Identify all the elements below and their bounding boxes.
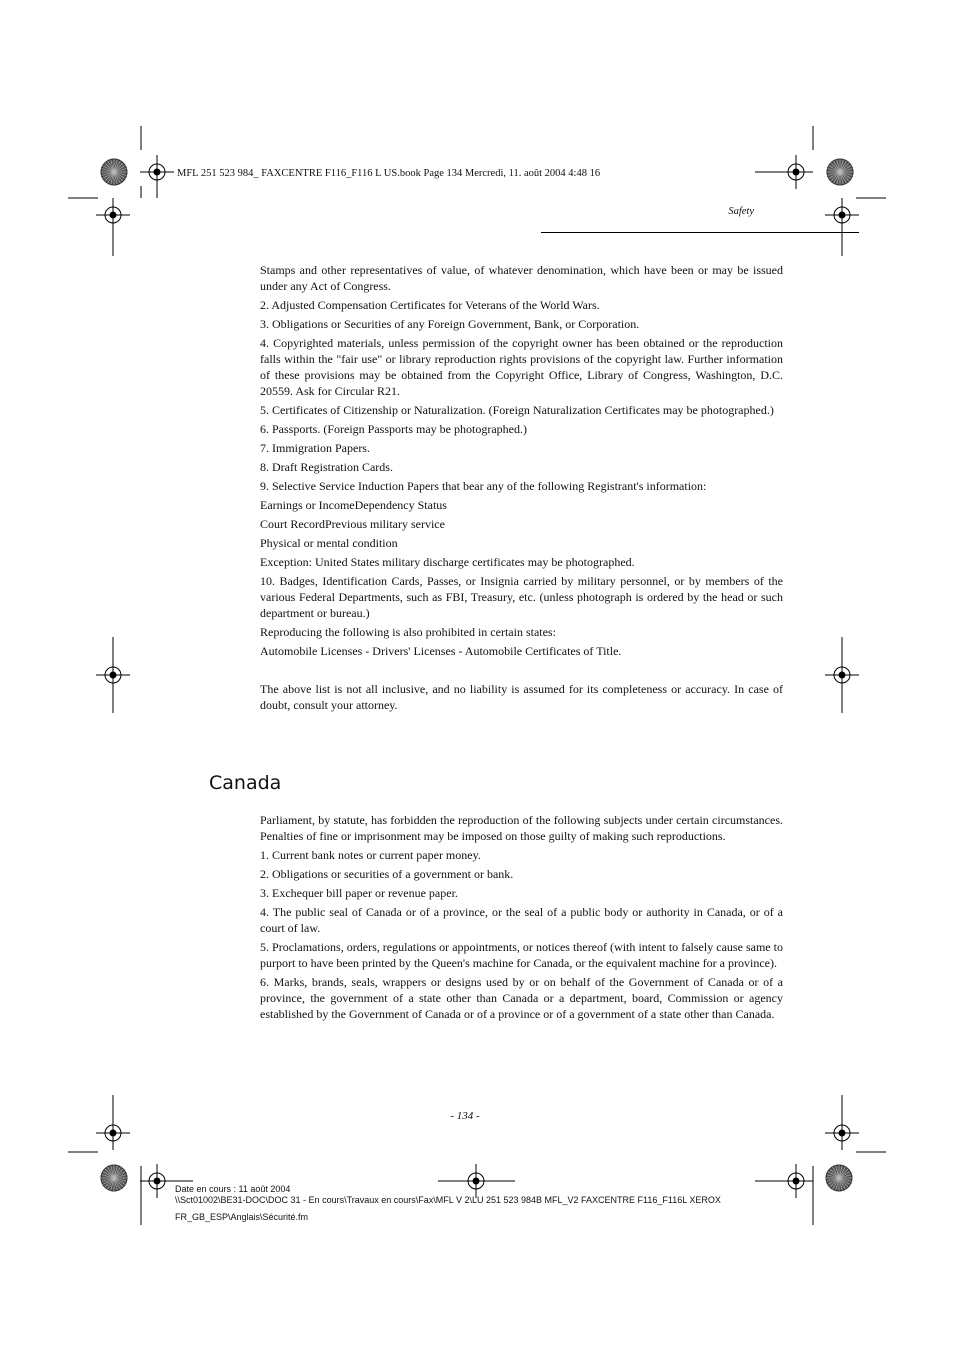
section-heading-canada: Canada bbox=[209, 772, 282, 794]
footer-date: Date en cours : 11 août 2004 bbox=[175, 1184, 291, 1194]
disclaimer: The above list is not all inclusive, and no liability is assumed for its completeness or accuracy. In case of doubt, consult your attorney. bbox=[260, 682, 783, 712]
footer-path: \\Sct01002\BE31-DOC\DOC 31 - En cours\Travaux en cours\Fax\MFL V 2\LU 251 523 984B MFL_V2 FAXCENTRE F116_F116L XEROX bbox=[175, 1195, 721, 1205]
header-file-info: MFL 251 523 984_ FAXCENTRE F116_F116 L US.book Page 134 Mercredi, 11. août 2004 4:48 16 bbox=[177, 168, 601, 179]
list-item: 2. Obligations or securities of a government or bank. bbox=[260, 867, 514, 881]
list-item: 1. Current bank notes or current paper money. bbox=[260, 848, 481, 862]
list-item: 6. Marks, brands, seals, wrappers or designs used by or on behalf of the Government of Canada or of a province, the government of a state other than Canada or a department, board, Commission or agency established by the Government of Canada or of a province or of a government of a state other than Canada. bbox=[260, 975, 783, 1021]
list-item: 3. Exchequer bill paper or revenue paper. bbox=[260, 886, 458, 900]
list-item: 3. Obligations or Securities of any Foreign Government, Bank, or Corporation. bbox=[260, 317, 640, 331]
list-item: 2. Adjusted Compensation Certificates for Veterans of the World Wars. bbox=[260, 298, 600, 312]
canada-restrictions-section bbox=[260, 812, 783, 1025]
list-item: 9. Selective Service Induction Papers that bear any of the following Registrant's information: bbox=[260, 479, 707, 493]
list-item: 5. Proclamations, orders, regulations or appointments, or notices thereof (with intent to falsely cause same to purport to have been printed by the Queen's machine for Canada, or the equivalent machine for a province). bbox=[260, 940, 783, 970]
paragraph: Stamps and other representatives of value, of whatever denomination, which have been or may be issued under any Act of Congress. bbox=[260, 263, 783, 293]
list-item: Automobile Licenses - Drivers' Licenses - Automobile Certificates of Title. bbox=[260, 644, 622, 658]
list-item: 7. Immigration Papers. bbox=[260, 441, 370, 455]
paragraph: Parliament, by statute, has forbidden the reproduction of the following subjects under certain circumstances. Penalties of fine or imprisonment may be imposed on those guilty of making such reproductions. bbox=[260, 813, 783, 843]
footer-path-continued: FR_GB_ESP\Anglais\Sécurité.fm bbox=[175, 1212, 309, 1222]
list-item: Physical or mental condition bbox=[260, 536, 398, 550]
page-number: - 134 - bbox=[450, 1110, 480, 1122]
list-item: Reproducing the following is also prohibited in certain states: bbox=[260, 625, 556, 639]
list-item: Exception: United States military discharge certificates may be photographed. bbox=[260, 555, 635, 569]
list-item: 10. Badges, Identification Cards, Passes, or Insignia carried by military personnel, or by members of the various Federal Departments, such as FBI, Treasury, etc. (unless photograph is ordered by the head or such department or bureau.) bbox=[260, 574, 783, 620]
list-item: Court RecordPrevious military service bbox=[260, 517, 445, 531]
list-item: Earnings or IncomeDependency Status bbox=[260, 498, 447, 512]
list-item: 6. Passports. (Foreign Passports may be photographed.) bbox=[260, 422, 527, 436]
list-item: 8. Draft Registration Cards. bbox=[260, 460, 393, 474]
running-section-title: Safety bbox=[728, 206, 754, 217]
list-item: 4. Copyrighted materials, unless permission of the copyright owner has been obtained or the reproduction falls within the "fair use" or library reproduction rights provisions of the copyright law. Further information of these provisions may be obtained from the Copyright Office, Library of Congress, Washington, D.C. 20559. Ask for Circular R21. bbox=[260, 336, 783, 398]
header-rule bbox=[541, 232, 859, 233]
us-restrictions-section bbox=[260, 262, 783, 716]
spacer bbox=[260, 662, 783, 681]
list-item: 4. The public seal of Canada or of a province, or the seal of a public body or authority in Canada, or of a court of law. bbox=[260, 905, 783, 935]
list-item: 5. Certificates of Citizenship or Naturalization. (Foreign Naturalization Certificates may be photographed.) bbox=[260, 403, 774, 417]
